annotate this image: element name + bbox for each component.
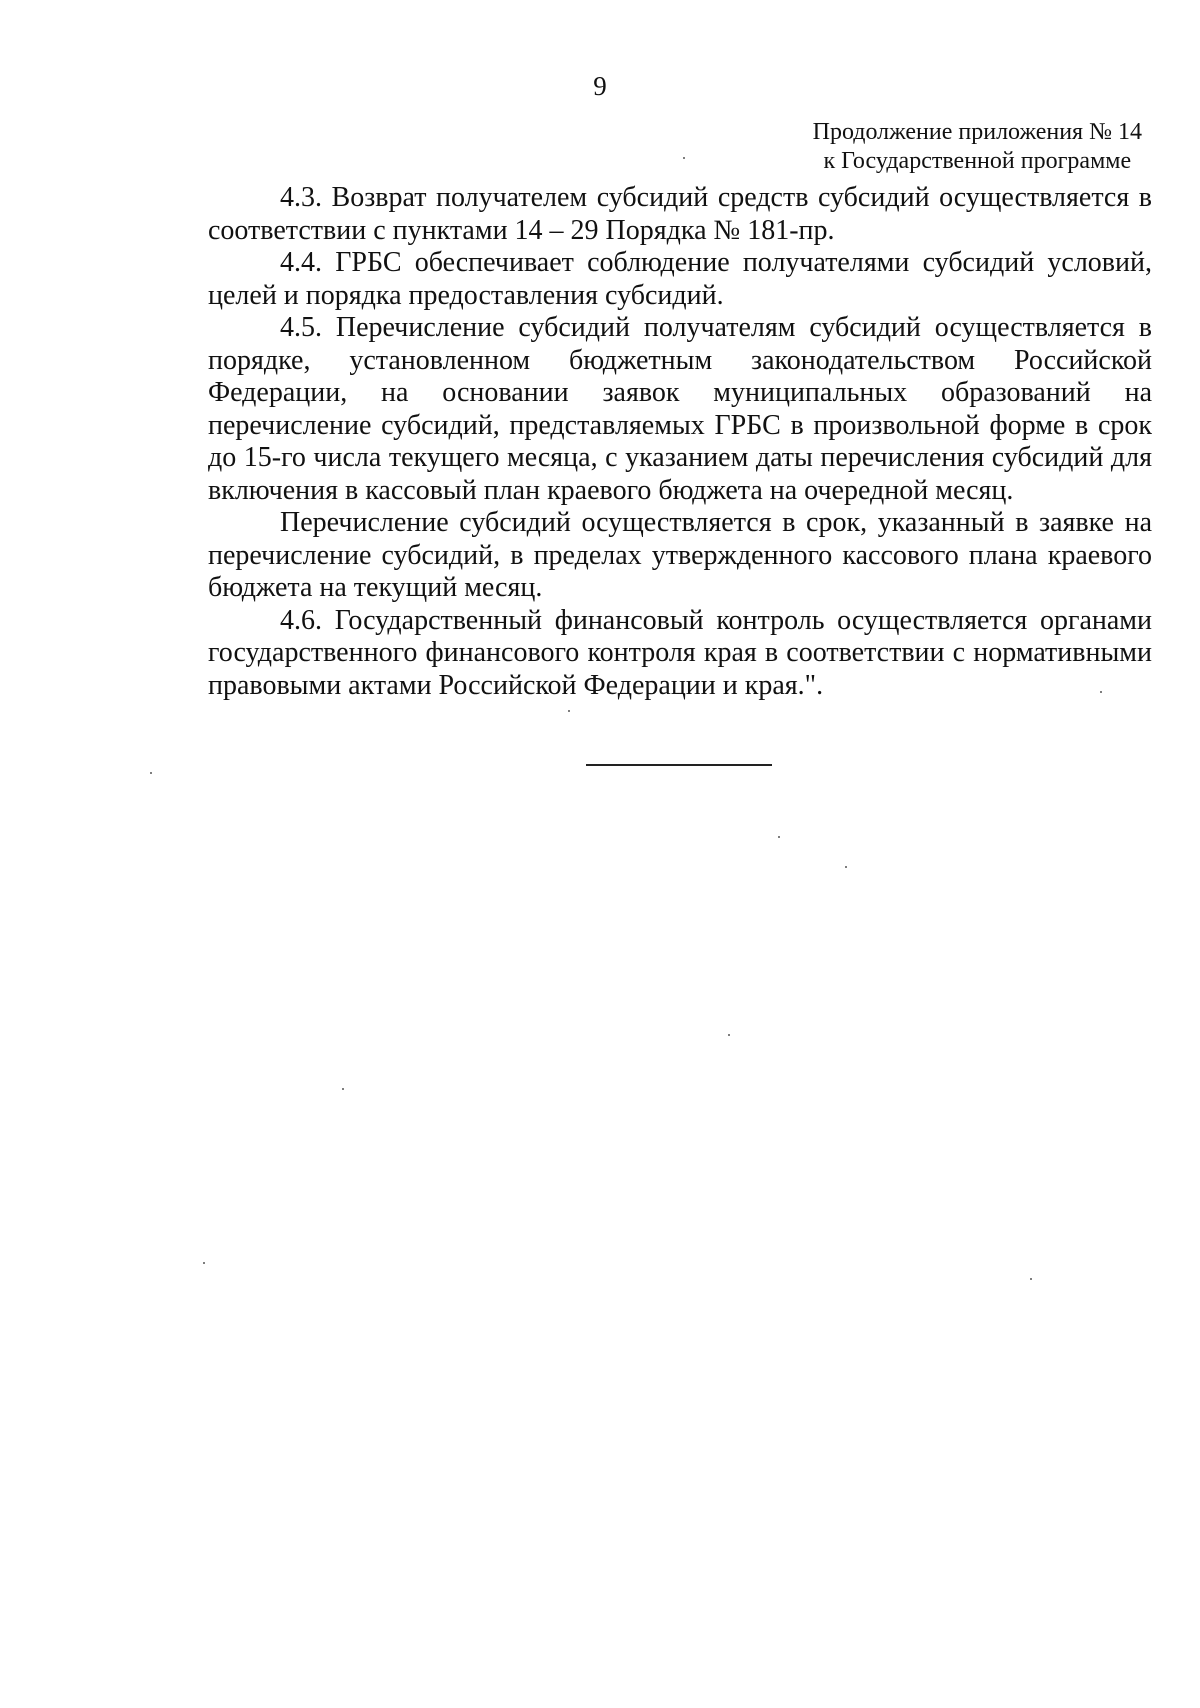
- scan-speck: [342, 1088, 344, 1090]
- scan-speck: [683, 157, 685, 159]
- appendix-header-line-2: к Государственной программе: [823, 148, 1132, 174]
- end-of-text-rule: [586, 764, 772, 766]
- appendix-header: [813, 118, 1142, 176]
- paragraph-4-6: 4.6. Государственный финансовый контроль осуществляется органами государственного финансового контроля края в соответствии с нормативными правовыми актами Российской Федерации и края.".: [208, 604, 1152, 701]
- scan-speck: [728, 1034, 730, 1036]
- paragraph-4-3: 4.3. Возврат получателем субсидий средств субсидий осуществляется в соответствии с пунктами 14 – 29 Порядка № 181-пр.: [208, 182, 1152, 246]
- document-body: [208, 182, 1152, 702]
- appendix-header-line-1: Продолжение приложения № 14: [812, 119, 1142, 145]
- scan-speck: [845, 866, 847, 868]
- scan-speck: [778, 836, 780, 838]
- scan-speck: [568, 710, 570, 712]
- scan-speck: [203, 1262, 205, 1264]
- scan-speck: [1030, 1278, 1032, 1280]
- scan-speck: [1100, 691, 1102, 693]
- paragraph-4-5-continued: Перечисление субсидий осуществляется в срок, указанный в заявке на перечисление субсидий, в пределах утвержденного кассового плана краевого бюджета на текущий месяц.: [208, 507, 1152, 603]
- scan-speck: [150, 772, 152, 774]
- page-number: 9: [593, 71, 607, 101]
- paragraph-4-4: 4.4. ГРБС обеспечивает соблюдение получателями субсидий условий, целей и порядка предоставления субсидий.: [208, 247, 1152, 311]
- paragraph-4-5: 4.5. Перечисление субсидий получателям субсидий осуществляется в порядке, установленном бюджетным законодательством Российской Федерации, на основании заявок муниципальных образований на перечисление субсидий, представляемых ГРБС в произвольной форме в срок до 15-го числа текущего месяца, с указанием даты перечисления субсидий для включения в кассовый план краевого бюджета на очередной месяц.: [208, 312, 1152, 506]
